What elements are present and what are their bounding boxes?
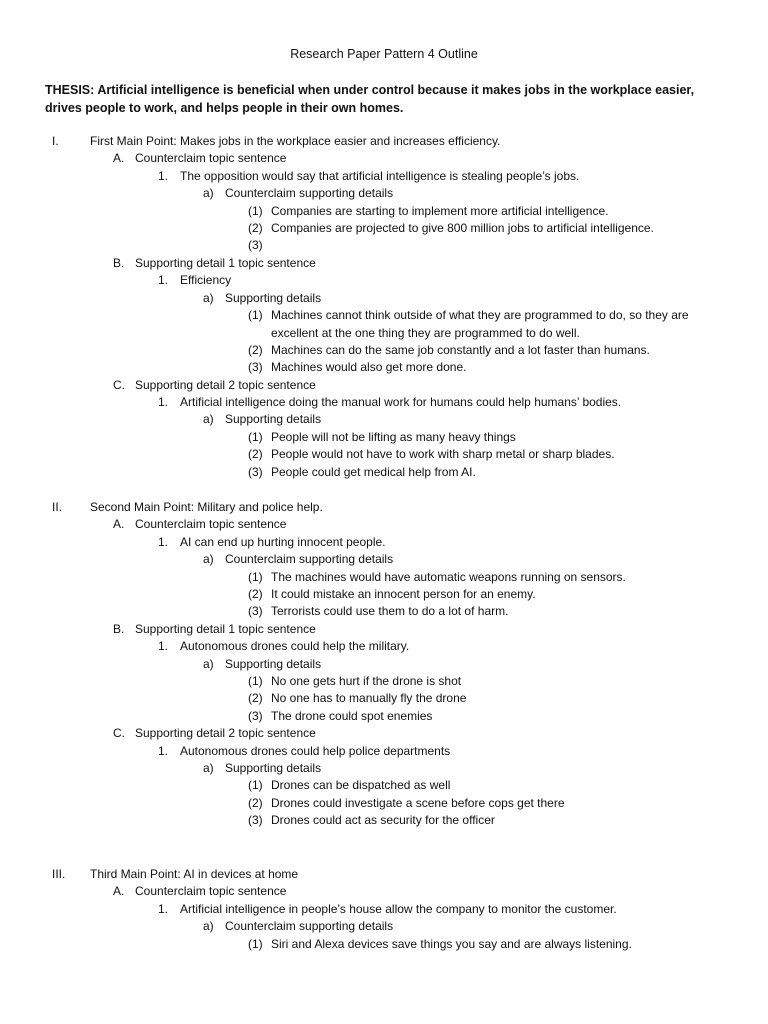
point-number: (2) <box>248 795 263 810</box>
detail-heading: Supporting details <box>225 290 322 305</box>
document-title: Research Paper Pattern 4 Outline <box>290 47 478 61</box>
detail-heading: Counterclaim supporting details <box>225 552 394 567</box>
point-text: Machines cannot think outside of what they are programmed to do, so they are excellent at the one thing they are programmed to do well. <box>271 308 689 340</box>
point-number: (3) <box>248 708 263 723</box>
item-number: 1. <box>158 395 169 409</box>
section-number: I. <box>52 134 59 148</box>
detail-heading: Supporting details <box>225 761 322 775</box>
subsection-number: B. <box>113 621 125 636</box>
item-number: 1. <box>158 639 169 654</box>
detail-number: a) <box>203 919 214 934</box>
subsection-number: A. <box>113 884 125 899</box>
point-number: (2) <box>248 221 263 235</box>
detail-number: a) <box>203 656 214 671</box>
item-text: AI can end up hurting innocent people. <box>180 534 386 549</box>
point-number: (2) <box>248 691 263 706</box>
point-number: (1) <box>248 203 263 218</box>
point-text: Companies are projected to give 800 million jobs to artificial intelligence. <box>271 221 654 235</box>
point-text: Drones could investigate a scene before cops get there <box>271 795 565 810</box>
point-text: The drone could spot enemies <box>271 708 433 723</box>
point-text: Machines would also get more done. <box>271 360 467 375</box>
point-number: (1) <box>248 429 263 444</box>
point-number: (1) <box>248 778 263 793</box>
section-heading: Third Main Point: AI in devices at home <box>90 867 299 881</box>
item-number: 1. <box>158 743 169 758</box>
point-text: No one gets hurt if the drone is shot <box>271 674 462 688</box>
thesis-statement: THESIS: Artificial intelligence is beneficial when under control because it makes jobs in the workplace easier, drives people to work, and helps people in their own homes. <box>45 83 695 115</box>
point-number: (2) <box>248 342 263 357</box>
point-number: (3) <box>248 238 263 253</box>
subsection-number: C. <box>113 377 125 392</box>
point-text: Terrorists could use them to do a lot of harm. <box>271 604 509 619</box>
subsection-heading: Supporting detail 1 topic sentence <box>135 255 316 270</box>
point-text: Companies are starting to implement more artificial intelligence. <box>271 203 609 218</box>
point-text: It could mistake an innocent person for an enemy. <box>271 587 536 601</box>
item-text: The opposition would say that artificial intelligence is stealing people’s jobs. <box>180 168 580 183</box>
item-text: Autonomous drones could help police departments <box>180 743 451 758</box>
point-number: (1) <box>248 936 263 951</box>
item-text: Artificial intelligence in people’s house allow the company to monitor the customer. <box>180 901 617 916</box>
point-text: The machines would have automatic weapons running on sensors. <box>271 569 626 584</box>
detail-heading: Counterclaim supporting details <box>225 919 394 934</box>
point-text: People will not be lifting as many heavy things <box>271 429 516 444</box>
item-text: Autonomous drones could help the military. <box>180 639 410 654</box>
subsection-number: A. <box>113 517 125 532</box>
item-number: 1. <box>158 534 169 549</box>
subsection-number: B. <box>113 255 125 270</box>
subsection-heading: Supporting detail 2 topic sentence <box>135 377 316 392</box>
subsection-heading: Counterclaim topic sentence <box>135 151 287 166</box>
subsection-heading: Supporting detail 1 topic sentence <box>135 621 316 636</box>
subsection-number: A. <box>113 151 125 166</box>
detail-number: a) <box>203 290 214 305</box>
subsection-heading: Counterclaim topic sentence <box>135 884 287 899</box>
detail-number: a) <box>203 552 214 567</box>
detail-heading: Supporting details <box>225 412 322 427</box>
item-number: 1. <box>158 901 169 916</box>
detail-heading: Counterclaim supporting details <box>225 186 394 201</box>
point-number: (3) <box>248 813 263 828</box>
detail-heading: Supporting details <box>225 656 322 671</box>
point-text: Siri and Alexa devices save things you say and are always listening. <box>271 936 632 951</box>
point-text: Machines can do the same job constantly and a lot faster than humans. <box>271 342 650 357</box>
point-number: (3) <box>248 604 263 619</box>
point-number: (1) <box>248 674 263 688</box>
detail-number: a) <box>203 412 214 427</box>
section-heading: First Main Point: Makes jobs in the workplace easier and increases efficiency. <box>90 134 501 148</box>
subsection-number: C. <box>113 726 125 741</box>
point-text: Drones can be dispatched as well <box>271 778 451 793</box>
point-text: No one has to manually fly the drone <box>271 691 467 706</box>
point-number: (2) <box>248 447 263 462</box>
point-number: (3) <box>248 464 263 479</box>
point-text: People would not have to work with sharp metal or sharp blades. <box>271 447 615 462</box>
point-number: (3) <box>248 360 263 375</box>
item-number: 1. <box>158 168 169 183</box>
point-number: (1) <box>248 308 263 322</box>
point-text: Drones could act as security for the officer <box>271 813 495 828</box>
section-number: II. <box>52 500 63 514</box>
item-text: Artificial intelligence doing the manual work for humans could help humans’ bodies. <box>180 395 622 409</box>
section-heading: Second Main Point: Military and police help. <box>90 500 323 514</box>
section-number: III. <box>52 867 66 881</box>
detail-number: a) <box>203 761 214 775</box>
point-text: People could get medical help from AI. <box>271 464 476 479</box>
item-text: Efficiency <box>180 273 232 288</box>
subsection-heading: Supporting detail 2 topic sentence <box>135 726 316 741</box>
detail-number: a) <box>203 186 214 201</box>
subsection-heading: Counterclaim topic sentence <box>135 517 287 532</box>
item-number: 1. <box>158 273 169 288</box>
point-number: (2) <box>248 587 263 601</box>
point-number: (1) <box>248 569 263 584</box>
